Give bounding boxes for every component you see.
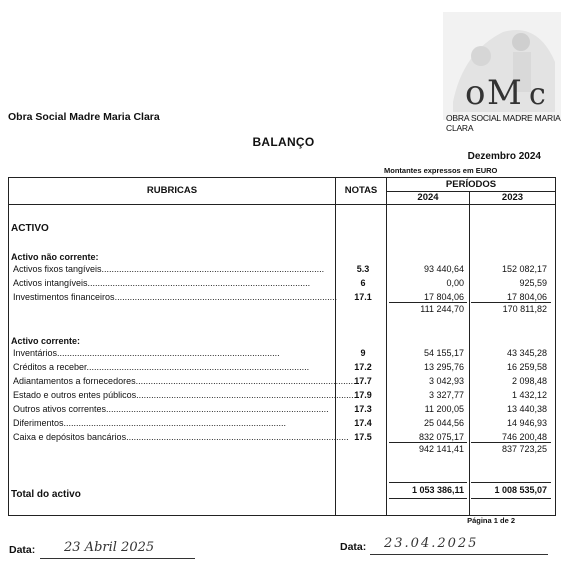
- subtotal-corrente-2024: 942 141,41: [418, 444, 464, 454]
- row-value-2024: 25 044,56: [423, 418, 464, 428]
- row-label: Investimentos financeiros.........................................................................................: [13, 292, 338, 302]
- table-row: [9, 376, 555, 389]
- row-value-2023: 14 946,93: [506, 418, 547, 428]
- row-value-2024: 832 075,17: [418, 432, 464, 442]
- row-value-2024: 13 295,76: [423, 362, 464, 372]
- row-label: Inventários.........................................................................................: [13, 348, 280, 358]
- logo-caption: OBRA SOCIAL MADRE MARIA CLARA: [446, 113, 561, 133]
- row-label: Caixa e depósitos bancários.........................................................................................: [13, 432, 349, 442]
- row-value-2024: 54 155,17: [423, 348, 464, 358]
- row-note: 17.5: [354, 432, 372, 442]
- table-row: [9, 404, 555, 417]
- row-note: 6: [360, 278, 366, 288]
- organization-logo: [443, 12, 561, 120]
- section-activo: ACTIVO: [11, 223, 49, 234]
- subtotal-corrente-2023: 837 723,25: [501, 444, 547, 454]
- row-note: 17.9: [354, 390, 372, 400]
- row-value-2023: 17 804,06: [506, 292, 547, 302]
- svg-text:o: o: [465, 73, 486, 113]
- row-value-2023: 16 259,58: [506, 362, 547, 372]
- row-value-2024: 0,00: [446, 278, 464, 288]
- row-label: Activos fixos tangíveis.........................................................................................: [13, 264, 325, 274]
- row-note: 17.2: [354, 362, 372, 372]
- page-number: Página 1 de 2: [467, 516, 515, 525]
- table-row: [9, 362, 555, 375]
- row-label: Activos intangíveis.........................................................................................: [13, 278, 311, 288]
- row-note: 17.7: [354, 376, 372, 386]
- row-note: 17.3: [354, 404, 372, 414]
- column-header-rubricas: RUBRICAS: [146, 185, 198, 196]
- date-label-left: Data:: [9, 544, 36, 556]
- document-title: BALANÇO: [252, 135, 315, 149]
- row-value-2024: 93 440,64: [423, 264, 464, 274]
- date-value-right: 23.04.2025: [384, 536, 479, 551]
- row-value-2023: 43 345,28: [506, 348, 547, 358]
- table-row: [9, 418, 555, 431]
- row-label: Outros ativos correntes.........................................................................................: [13, 404, 329, 414]
- row-value-2023: 13 440,38: [506, 404, 547, 414]
- table-row: [9, 348, 555, 361]
- currency-note: Montantes expressos em EURO: [384, 166, 498, 175]
- row-note: 9: [360, 348, 366, 358]
- row-value-2024: 3 327,77: [428, 390, 464, 400]
- group-title-nao-corrente: Activo não corrente:: [11, 252, 99, 262]
- row-value-2023: 2 098,48: [511, 376, 547, 386]
- reporting-period: Dezembro 2024: [467, 151, 541, 162]
- row-note: 17.4: [354, 418, 372, 428]
- row-label: Diferimentos.........................................................................................: [13, 418, 287, 428]
- signature-line-left: [40, 558, 195, 559]
- svg-text:M: M: [487, 73, 522, 113]
- balance-sheet-table: [8, 177, 556, 516]
- row-value-2024: 17 804,06: [423, 292, 464, 302]
- row-note: 17.1: [354, 292, 372, 302]
- total-label: Total do activo: [11, 489, 81, 500]
- row-value-2024: 11 200,05: [424, 404, 464, 414]
- row-label: Créditos a receber.........................................................................................: [13, 362, 310, 372]
- row-value-2024: 3 042,93: [428, 376, 464, 386]
- row-value-2023: 1 432,12: [511, 390, 547, 400]
- date-label-right: Data:: [340, 541, 367, 553]
- subtotal-nao-corrente-2023: 170 811,82: [502, 304, 547, 314]
- row-label: Estado e outros entes públicos.........................................................................................: [13, 390, 359, 400]
- table-row: [9, 390, 555, 403]
- total-2024: 1 053 386,11: [411, 485, 464, 495]
- table-row: [9, 264, 555, 277]
- row-note: 5.3: [356, 264, 370, 274]
- column-header-notas: NOTAS: [344, 185, 378, 196]
- date-value-left: 23 Abril 2025: [64, 540, 155, 555]
- group-title-corrente: Activo corrente:: [11, 336, 81, 346]
- total-2023: 1 008 535,07: [494, 485, 547, 495]
- row-value-2023: 746 200,48: [501, 432, 547, 442]
- row-value-2023: 152 082,17: [501, 264, 547, 274]
- svg-text:c: c: [529, 77, 546, 112]
- organization-name: Obra Social Madre Maria Clara: [8, 111, 160, 123]
- column-header-2024: 2024: [417, 192, 439, 203]
- column-header-periodos: PERÍODOS: [445, 179, 497, 190]
- table-row: [9, 278, 555, 291]
- row-label: Adiantamentos a fornecedores.........................................................................................: [13, 376, 359, 386]
- column-header-2023: 2023: [501, 192, 524, 203]
- row-value-2023: 925,59: [519, 278, 547, 288]
- signature-line-right: [370, 554, 548, 555]
- subtotal-nao-corrente-2024: 111 244,70: [420, 304, 464, 314]
